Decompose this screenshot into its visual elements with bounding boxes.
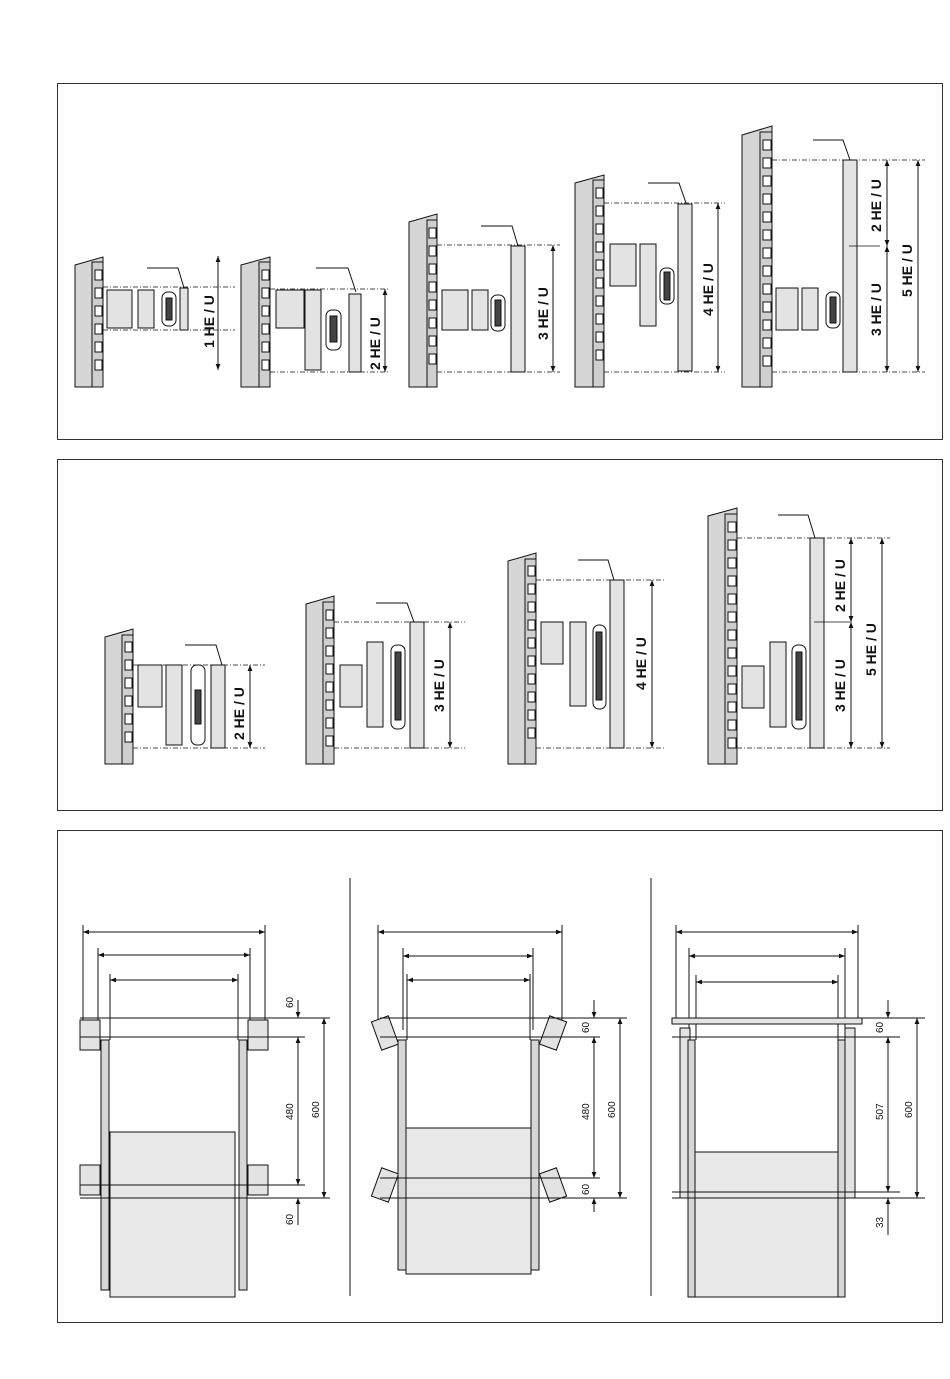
dim-v2-top: 60 — [581, 1021, 592, 1033]
label2-5he-lower-3he: 3 HE / U — [832, 659, 848, 712]
label2-2he: 2 HE / U — [231, 687, 247, 740]
dim-v2-middle: 480 — [581, 1103, 592, 1120]
label2-3he: 3 HE / U — [431, 659, 447, 712]
dim-v1-middle: 480 — [285, 1103, 296, 1120]
dim-v3-total: 600 — [904, 1101, 915, 1118]
dim-v3-bottom: 33 — [875, 1216, 886, 1228]
mount-5he — [742, 126, 925, 387]
panel2-drawings — [105, 508, 890, 764]
dim-v1-bottom: 60 — [285, 1213, 296, 1225]
label-1he: 1 HE / U — [201, 295, 217, 348]
dim-v3-top: 60 — [875, 1021, 886, 1033]
label2-4he: 4 HE / U — [633, 637, 649, 690]
label-5he-total: 5 HE / U — [899, 244, 915, 297]
label-2he: 2 HE / U — [367, 317, 383, 370]
drawer-view-2 — [371, 925, 627, 1274]
drawer-view-3 — [672, 925, 925, 1297]
dim-v2-bottom: 60 — [581, 1183, 592, 1195]
label2-5he-total: 5 HE / U — [863, 623, 879, 676]
dim-v1-top: 60 — [285, 996, 296, 1008]
dim-v1-total: 600 — [311, 1101, 322, 1118]
label-5he-lower-3he: 3 HE / U — [868, 283, 884, 336]
label-4he: 4 HE / U — [700, 263, 716, 316]
panel3-drawings — [80, 878, 925, 1297]
label2-5he-upper-2he: 2 HE / U — [832, 559, 848, 612]
label-5he-upper-2he: 2 HE / U — [868, 179, 884, 232]
label-3he: 3 HE / U — [535, 287, 551, 340]
dim-v2-total: 600 — [607, 1101, 618, 1118]
dim-v3-middle: 507 — [875, 1103, 886, 1120]
